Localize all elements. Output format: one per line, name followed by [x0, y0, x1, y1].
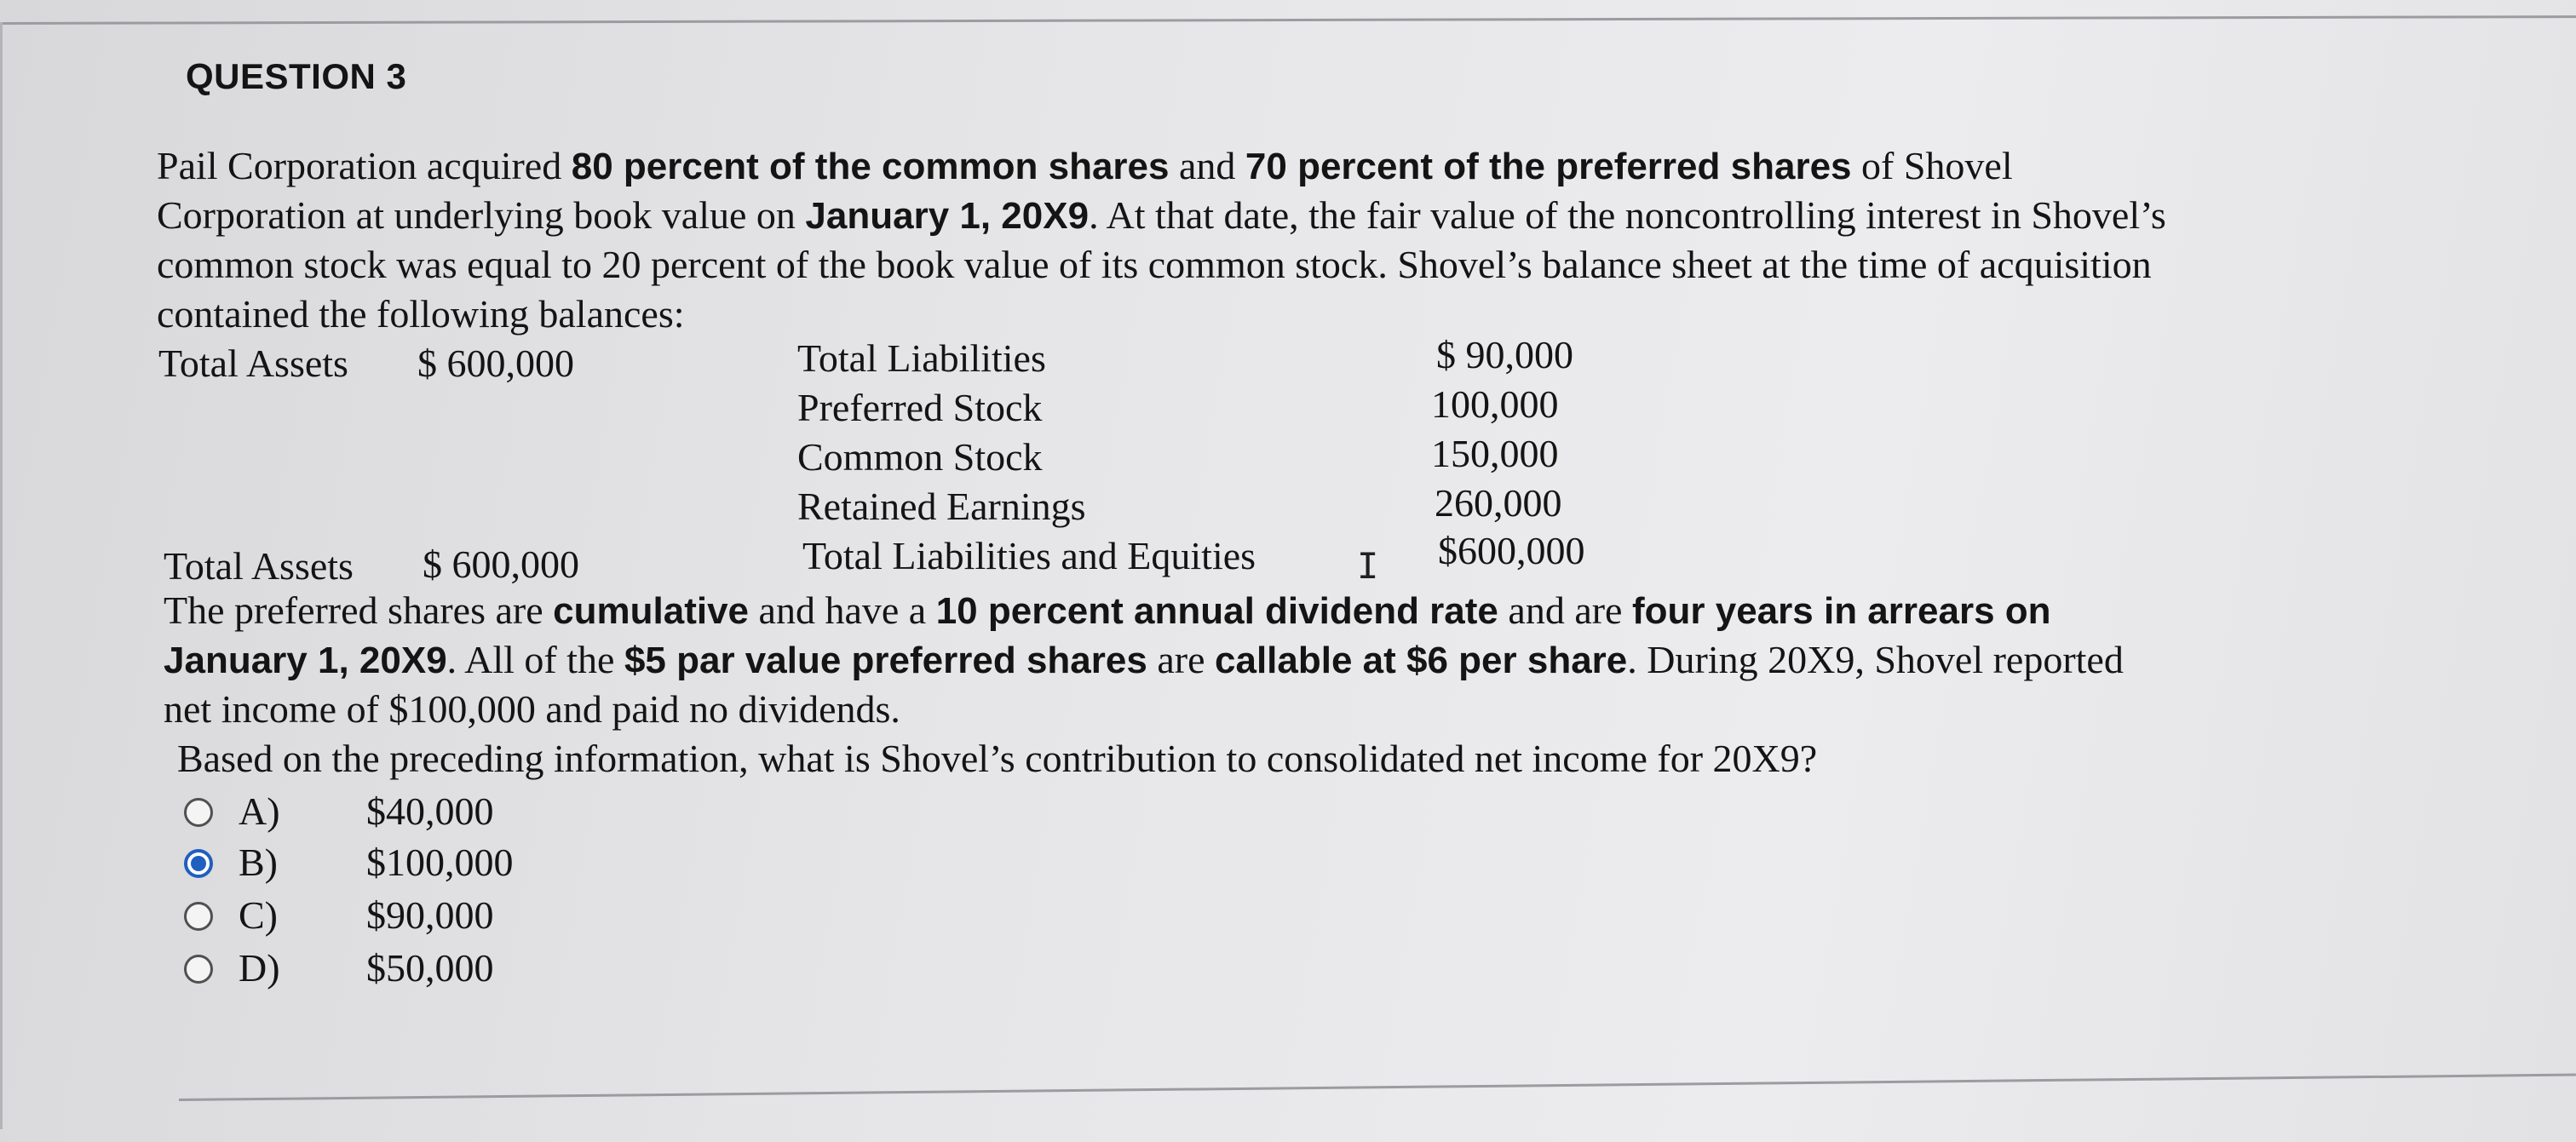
bs-row-value: 260,000 — [1435, 481, 1562, 525]
terms-text: and are — [1498, 588, 1632, 632]
bs-row-value: 150,000 — [1431, 432, 1559, 475]
intro-line-1 — [157, 146, 2013, 186]
intro-text: . At that date, the fair value of the noncontrolling interest in Shovel’s — [1089, 193, 2166, 237]
bs-row-label: Common Stock — [797, 435, 1043, 479]
intro-line-2 — [157, 193, 2166, 237]
intro-text: and — [1169, 144, 1245, 187]
radio-option-b[interactable] — [184, 849, 213, 878]
intro-text: Pail Corporation acquired — [157, 144, 572, 187]
terms-text: The preferred shares are — [164, 588, 554, 632]
terms-text: and have a — [749, 588, 936, 632]
total-liabilities-equities-label: Total Liabilities and Equities — [802, 534, 1256, 577]
terms-text: . All of the — [446, 638, 624, 681]
intro-line-3: common stock was equal to 20 percent of the book value of its common stock. Shovel’s balance sheet at the time of acquisition — [157, 243, 2152, 286]
bs-row-label: Retained Earnings — [797, 485, 1086, 528]
left-border — [0, 22, 3, 1129]
radio-option-a[interactable] — [184, 798, 213, 827]
intro-text: of Shovel — [1851, 144, 2013, 187]
option-label: C) — [239, 893, 278, 937]
terms-bold-par-value: $5 par value preferred shares — [624, 640, 1147, 681]
bs-row-value: 100,000 — [1431, 382, 1559, 426]
intro-text: Corporation at underlying book value on — [157, 193, 806, 237]
option-label: A) — [239, 789, 280, 833]
terms-bold-arrears: four years in arrears on — [1631, 590, 2051, 632]
bs-row-label: Total Liabilities — [797, 336, 1046, 380]
option-value: $50,000 — [366, 946, 494, 990]
radio-option-d[interactable] — [184, 955, 213, 984]
intro-bold-common: 80 percent of the common shares — [571, 146, 1170, 187]
terms-text: . During 20X9, Shovel reported — [1627, 638, 2124, 681]
terms-line-3: net income of $100,000 and paid no dividends. — [164, 687, 900, 731]
intro-line-4: contained the following balances: — [157, 292, 685, 336]
text-cursor-icon: I — [1357, 545, 1379, 587]
terms-line-2 — [164, 640, 2124, 680]
option-value: $90,000 — [366, 893, 494, 937]
question-prompt: Based on the preceding information, what is Shovel’s contribution to consolidated net income for 20X9? — [177, 737, 1818, 780]
question-title: QUESTION 3 — [186, 56, 407, 96]
option-value: $100,000 — [366, 841, 514, 884]
terms-bold-date: January 1, 20X9 — [164, 640, 447, 681]
terms-bold-callable: callable at $6 per share — [1215, 640, 1628, 681]
bs-row-value: $ 90,000 — [1436, 333, 1573, 376]
total-assets-label: Total Assets — [164, 544, 354, 588]
terms-bold-dividend-rate: 10 percent annual dividend rate — [935, 590, 1498, 632]
terms-text: are — [1147, 638, 1215, 681]
radio-option-c[interactable] — [184, 902, 213, 931]
intro-bold-date: January 1, 20X9 — [805, 195, 1090, 237]
total-assets-label: Total Assets — [158, 341, 348, 385]
total-liabilities-equities-value: $600,000 — [1438, 529, 1585, 572]
bottom-divider — [179, 1074, 2576, 1101]
bs-row-label: Preferred Stock — [797, 386, 1043, 429]
total-assets-value: $ 600,000 — [423, 542, 579, 586]
intro-bold-preferred: 70 percent of the preferred shares — [1245, 146, 1852, 187]
top-divider — [0, 15, 2576, 25]
total-assets-value: $ 600,000 — [417, 341, 574, 385]
option-value: $40,000 — [366, 789, 494, 833]
option-label: D) — [239, 946, 280, 990]
option-label: B) — [239, 841, 278, 884]
terms-line-1 — [164, 588, 2051, 632]
terms-bold-cumulative: cumulative — [553, 590, 750, 632]
